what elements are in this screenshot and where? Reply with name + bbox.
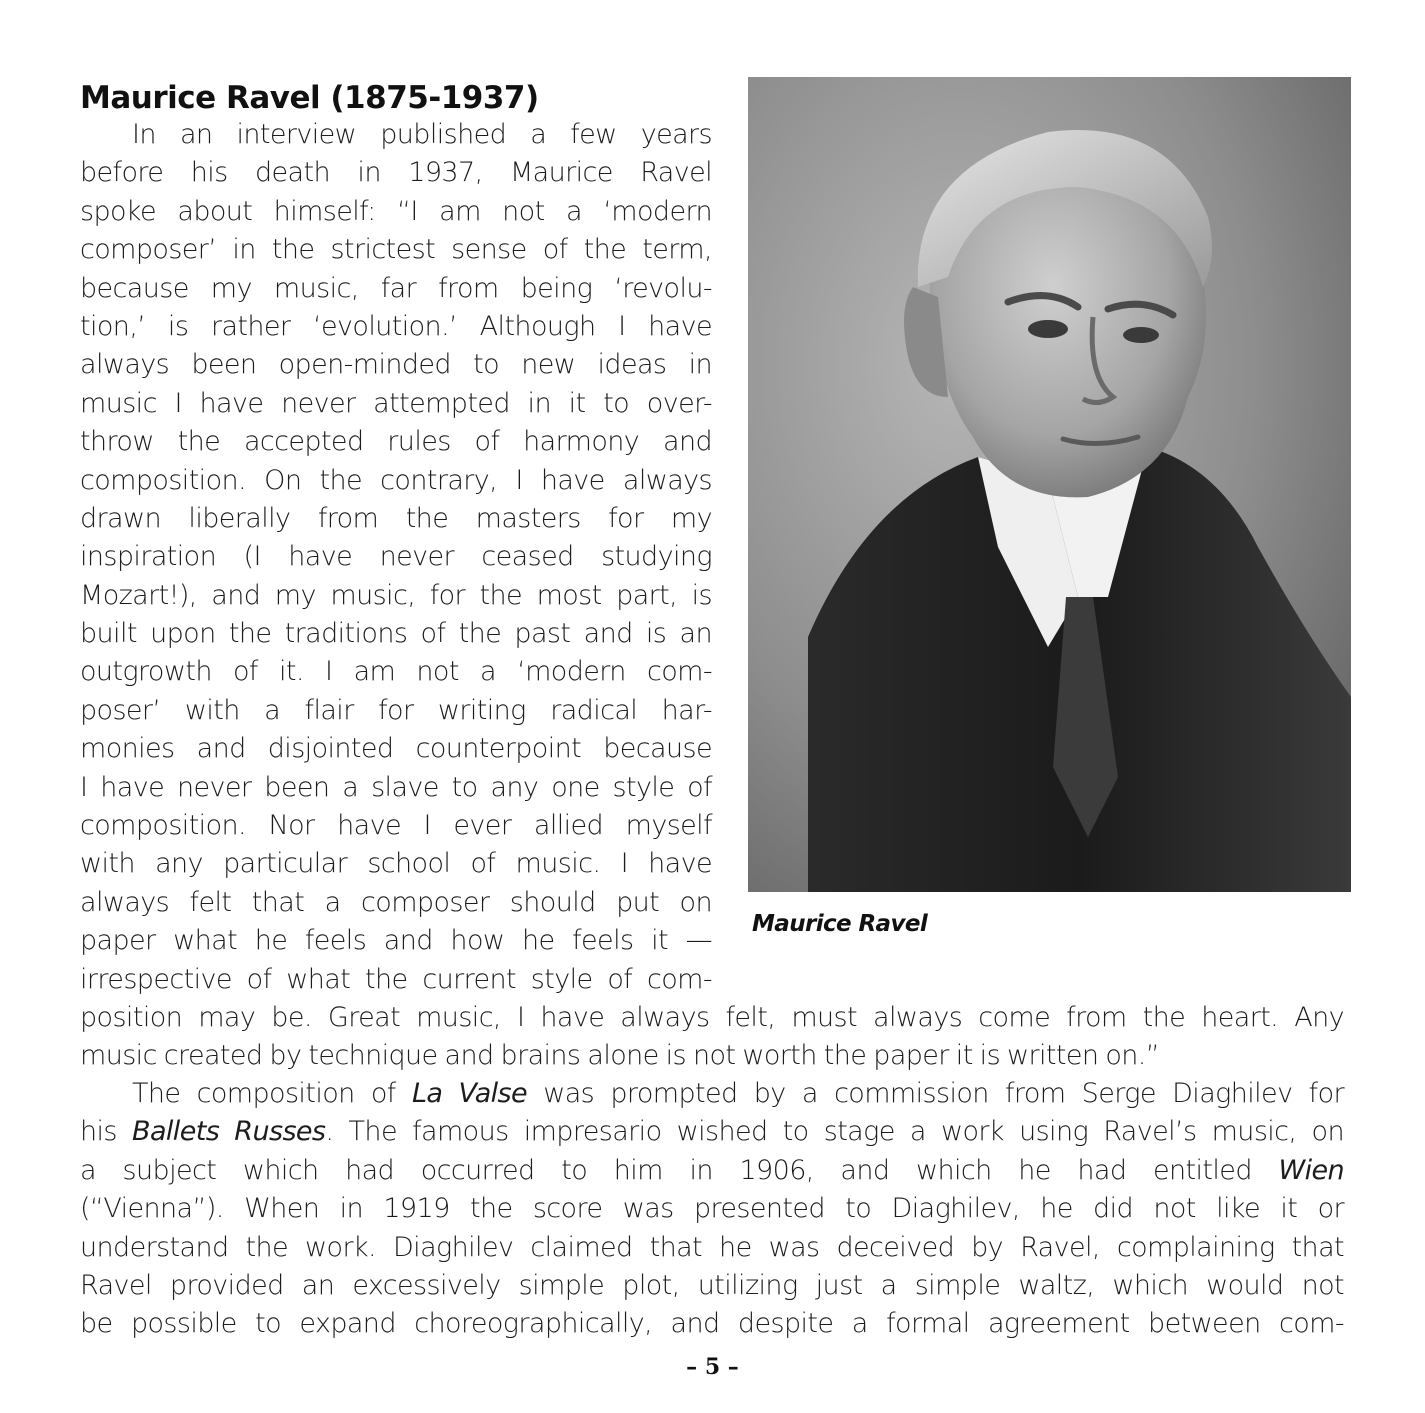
page-number: – 5 –: [686, 1354, 739, 1380]
text-line: poser’ with a flair for writing radical har-: [80, 694, 712, 726]
text-line: (“Vienna”). When in 1919 the score was presented to Diaghilev, he did not like it or: [80, 1193, 1344, 1225]
text-line: built upon the traditions of the past and is an: [80, 618, 712, 650]
company-name: Ballets Russes: [132, 1116, 326, 1148]
text-line: before his death in 1937, Maurice Ravel: [80, 157, 712, 189]
text-line: because my music, far from being ‘revolu-: [80, 272, 712, 304]
text-line: irrespective of what the current style of com-: [80, 963, 712, 995]
text-line: always felt that a composer should put on: [80, 886, 712, 918]
text-line: Ravel provided an excessively simple plot, utilizing just a simple waltz, which would not: [80, 1269, 1344, 1301]
text-line: position may be. Great music, I have always felt, must always come from the heart. Any: [80, 1001, 1344, 1033]
portrait-photo: [748, 77, 1351, 892]
text-line: composition. On the contrary, I have always: [80, 464, 712, 496]
text-line: with any particular school of music. I have: [80, 848, 712, 880]
text-run: was prompted by a commission from Serge Diaghilev for: [527, 1078, 1344, 1109]
text-line: [80, 1113, 1344, 1151]
text-run: The composition of: [132, 1078, 412, 1109]
text-line: music created by technique and brains alone is not worth the paper it is written on.”: [80, 1040, 1160, 1072]
text-line: Mozart!), and my music, for the most part, is: [80, 579, 712, 611]
text-run: . The famous impresario wished to stage a work using Ravel’s music, on: [325, 1116, 1344, 1148]
text-line: [80, 1152, 1344, 1190]
text-line: always been open-minded to new ideas in: [80, 349, 712, 381]
work-title: La Valse: [411, 1078, 528, 1109]
text-line: drawn liberally from the masters for my: [80, 502, 712, 534]
photo-caption: Maurice Ravel: [752, 911, 928, 937]
text-line: monies and disjointed counterpoint because: [80, 733, 712, 765]
text-line: throw the accepted rules of harmony and: [80, 426, 712, 458]
work-title: Wien: [1278, 1154, 1344, 1186]
text-line: paper what he feels and how he feels it —: [80, 925, 712, 957]
text-line: In an interview published a few years: [132, 119, 712, 150]
text-line: inspiration (I have never ceased studying: [80, 541, 712, 573]
text-line: be possible to expand choreographically, and despite a formal agreement between com-: [80, 1308, 1344, 1340]
text-line: I have never been a slave to any one style of: [80, 771, 712, 803]
text-line: [80, 1075, 1344, 1113]
text-line: composer’ in the strictest sense of the term,: [80, 234, 712, 266]
text-line: understand the work. Diaghilev claimed that he was deceived by Ravel, complaining that: [80, 1231, 1344, 1263]
paragraph-2: [80, 1075, 1344, 1344]
text-run: his: [80, 1116, 133, 1148]
text-run: a subject which had occurred to him in 1906, and which he had entitled: [80, 1154, 1279, 1186]
text-line: outgrowth of it. I am not a ‘modern com-: [80, 656, 712, 688]
portrait-illustration: [748, 77, 1351, 892]
text-line: music I have never attempted in it to over-: [80, 387, 712, 419]
page-heading: Maurice Ravel (1875-1937): [80, 80, 539, 116]
text-line: tion,’ is rather ‘evolution.’ Although I have: [80, 310, 712, 342]
text-line: composition. Nor have I ever allied myself: [80, 810, 712, 842]
text-line: spoke about himself: “I am not a ‘modern: [80, 195, 712, 227]
